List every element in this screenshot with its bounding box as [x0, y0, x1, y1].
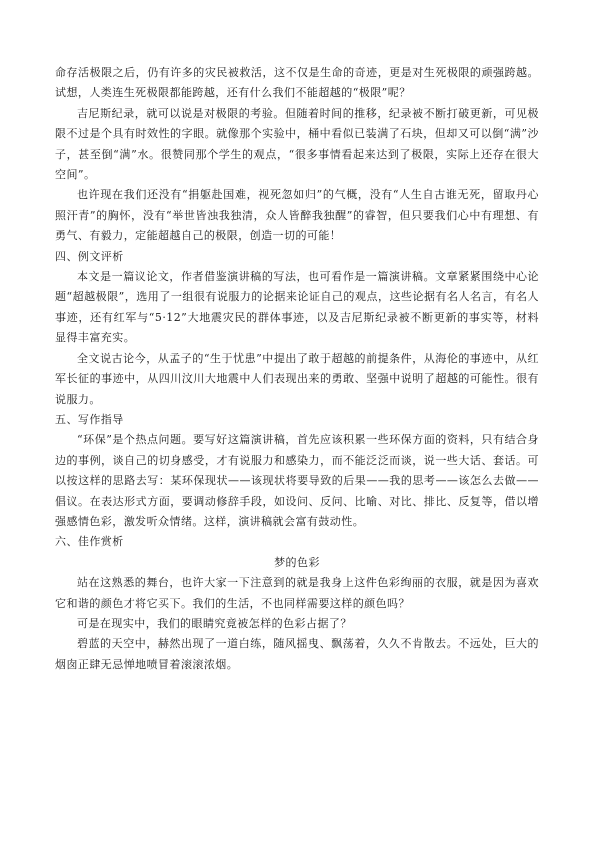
paragraph: “环保”是个热点问题。要写好这篇演讲稿，首先应该积累一些环保方面的资料，只有结合身边的事例，谈自己的切身感受，才有说服力和感染力，而不能泛泛而谈，说一些大话、套话。可以按这样的思路去写：某环保现状——该现状将要导致的后果——我的思考——该怎么去做——倡议。在表达形式方面，要调动修辞手段，如设问、反问、比喻、对比、排比、反复等，借以增强感情色彩，激发听众情绪。这样，演讲稿就会富有鼓动性。	[55, 433, 539, 528]
section-heading: 五、写作指导	[55, 412, 124, 426]
document-page	[55, 63, 539, 675]
paragraph: 站在这熟悉的舞台，也许大家一下注意到的就是我身上这件色彩绚丽的衣服，就是因为喜欢它和谐的颜色才将它买下。我们的生活，不也同样需要这样的颜色吗？	[55, 576, 539, 610]
essay-title: 梦的色彩	[274, 555, 320, 569]
section-heading: 四、例文评析	[55, 249, 124, 263]
section-heading: 六、佳作赏析	[55, 535, 124, 549]
paragraph: 全文说古论今，从孟子的“生于忧患”中提出了敢于超越的前提条件，从海伦的事迹中，从红军长征的事迹中，从四川汶川大地震中人们表现出来的勇敢、坚强中说明了超越的可能性。很有说服力。	[55, 351, 539, 406]
paragraph: 碧蓝的天空中，赫然出现了一道白练，随风摇曳、飘荡着，久久不肯散去。不远处，巨大的烟囱正肆无忌惮地喷冒着滚滚浓烟。	[55, 637, 539, 671]
paragraph: 命存活极限之后，仍有许多的灾民被救活，这不仅是生命的奇迹，更是对生死极限的顽强跨越。试想，人类连生死极限都能跨越，还有什么我们不能超越的“极限”呢？	[55, 66, 539, 100]
paragraph: 可是在现实中，我们的眼睛究竟被怎样的色彩占据了？	[77, 616, 352, 630]
paragraph: 也许现在我们还没有“捐躯赴国难，视死忽如归”的气概，没有“人生自古谁无死，留取丹心照汗青”的胸怀，没有“举世皆浊我独清，众人皆醉我独醒”的睿智，但只要我们心中有理想、有勇气、有毅力，定能超越自己的极限，创造一切的可能！	[55, 188, 539, 243]
paragraph: 吉尼斯纪录，就可以说是对极限的考验。但随着时间的推移，纪录被不断打破更新，可见极限不过是个具有时效性的字眼。就像那个实验中，桶中看似已装满了石块，但却又可以倒“满”沙子，甚至倒“满”水。很赞同那个学生的观点，“很多事情看起来达到了极限，实际上还存在很大空间”。	[55, 106, 539, 182]
paragraph: 本文是一篇议论文，作者借鉴演讲稿的写法，也可看作是一篇演讲稿。文章紧紧围绕中心论题“超越极限”，选用了一组很有说服力的论据来论证自己的观点，这些论据有名人名言，有名人事迹，还有红军与“5·12”大地震灾民的群体事迹，以及吉尼斯纪录被不断更新的事实等，材料显得丰富充实。	[55, 270, 539, 345]
